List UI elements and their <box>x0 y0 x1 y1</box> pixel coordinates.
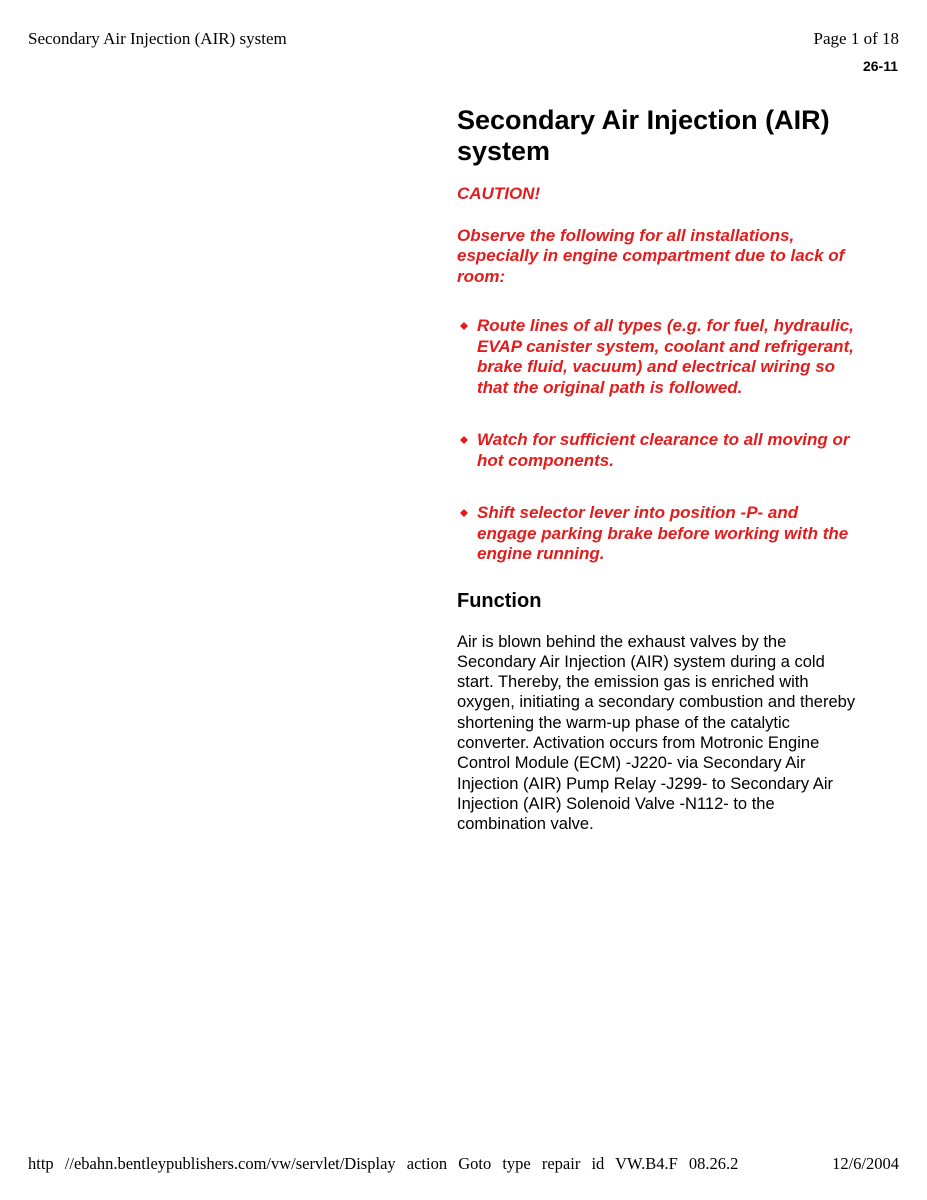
caution-item-text: Route lines of all types (e.g. for fuel, hydraulic, EVAP canister system, coolant and refrigerant, brake fluid, vacuum) and electrical wiring so that the original path is followed. <box>477 316 854 397</box>
caution-item-text: Shift selector lever into position -P- and engage parking brake before working with the engine running. <box>477 503 849 563</box>
diamond-bullet-icon <box>459 508 469 518</box>
caution-list-item <box>457 430 862 471</box>
header-title: Secondary Air Injection (AIR) system <box>28 29 287 48</box>
function-heading: Function <box>457 589 542 612</box>
function-body: Air is blown behind the exhaust valves by the Secondary Air Injection (AIR) system during a cold start. Thereby, the emission gas is enriched with oxygen, initiating a secondary combustion and thereby shortening the warm-up phase of the catalytic converter. Activation occurs from Motronic Engine Control Module (ECM) -J220- via Secondary Air Injection (AIR) Pump Relay -J299- to Secondary Air Injection (AIR) Solenoid Valve -N112- to the combination valve. <box>457 632 856 834</box>
header-page-number: Page 1 of 18 <box>813 29 899 48</box>
main-content <box>457 105 862 834</box>
caution-list-item <box>457 503 862 565</box>
diamond-bullet-icon <box>459 321 469 331</box>
footer-url: http //ebahn.bentleypublishers.com/vw/servlet/Display action Goto type repair id VW.B4.F 08.26.2 <box>28 1154 739 1173</box>
section-number: 26-11 <box>862 58 898 74</box>
footer-date: 12/6/2004 <box>832 1154 899 1173</box>
caution-list-item <box>457 316 862 398</box>
caution-item-text: Watch for sufficient clearance to all moving or hot components. <box>477 430 850 470</box>
document-title: Secondary Air Injection (AIR) system <box>457 105 830 166</box>
caution-list <box>457 316 862 565</box>
diamond-bullet-icon <box>459 435 469 445</box>
caution-label: CAUTION! <box>457 184 541 203</box>
caution-intro: Observe the following for all installations, especially in engine compartment due to lack of room: <box>457 225 845 286</box>
